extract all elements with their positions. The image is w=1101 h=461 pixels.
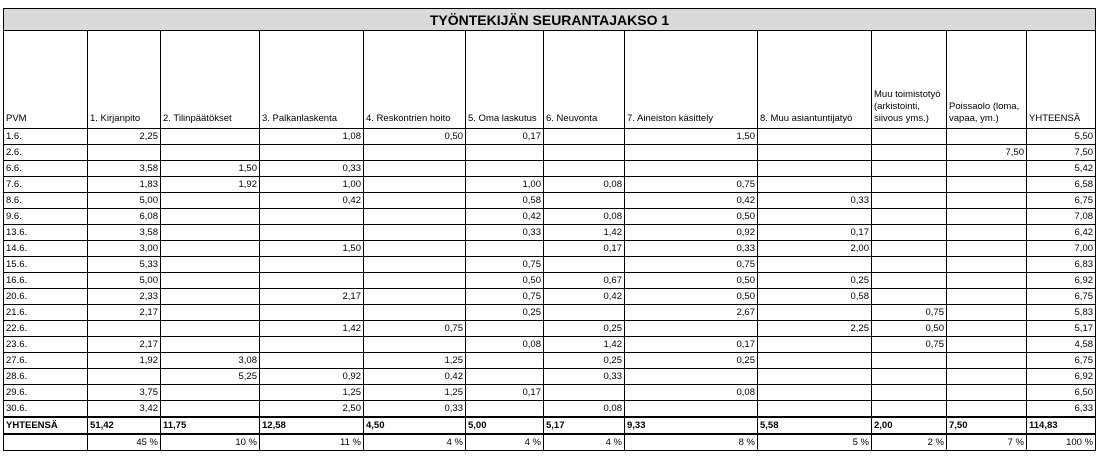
- hours-cell[interactable]: 0,58: [466, 193, 544, 209]
- hours-cell[interactable]: [466, 161, 544, 177]
- tracking-table: [3, 8, 1096, 451]
- hours-cell[interactable]: [758, 161, 872, 177]
- row-total-cell[interactable]: 7,08: [1027, 209, 1096, 225]
- hours-cell[interactable]: 0,42: [625, 193, 758, 209]
- hours-cell[interactable]: [872, 209, 947, 225]
- hours-cell[interactable]: 6,08: [88, 209, 161, 225]
- hours-cell[interactable]: 2,67: [625, 305, 758, 321]
- hours-cell[interactable]: 0,25: [544, 353, 625, 369]
- hours-cell[interactable]: [872, 177, 947, 193]
- hours-cell[interactable]: [872, 241, 947, 257]
- hours-cell[interactable]: 0,33: [260, 161, 364, 177]
- hours-cell[interactable]: [364, 241, 466, 257]
- hours-cell[interactable]: [872, 273, 947, 289]
- hours-cell[interactable]: 1,92: [88, 353, 161, 369]
- row-total-cell[interactable]: 7,50: [1027, 145, 1096, 161]
- hours-cell[interactable]: [88, 145, 161, 161]
- hours-cell[interactable]: [947, 337, 1027, 353]
- hours-cell[interactable]: [161, 289, 260, 305]
- row-total-cell[interactable]: 5,42: [1027, 161, 1096, 177]
- hours-cell[interactable]: [161, 225, 260, 241]
- hours-cell[interactable]: 0,08: [625, 385, 758, 401]
- hours-cell[interactable]: 0,42: [466, 209, 544, 225]
- hours-cell[interactable]: 3,58: [88, 225, 161, 241]
- table-row: [4, 321, 1096, 337]
- hours-cell[interactable]: 1,92: [161, 177, 260, 193]
- hours-cell[interactable]: [161, 305, 260, 321]
- hours-cell[interactable]: [364, 177, 466, 193]
- total-cell[interactable]: 4,50: [364, 417, 466, 434]
- hours-cell[interactable]: 3,42: [88, 401, 161, 418]
- hours-cell[interactable]: [161, 209, 260, 225]
- hours-cell[interactable]: [758, 177, 872, 193]
- hours-cell[interactable]: [161, 401, 260, 418]
- hours-cell[interactable]: 0,33: [544, 369, 625, 385]
- hours-cell[interactable]: 0,17: [466, 129, 544, 145]
- percentage-cell[interactable]: 11 %: [260, 434, 364, 451]
- hours-cell[interactable]: [947, 305, 1027, 321]
- hours-cell[interactable]: 0,42: [544, 289, 625, 305]
- percentage-cell[interactable]: 5 %: [758, 434, 872, 451]
- header-date[interactable]: PVM: [4, 31, 88, 129]
- hours-cell[interactable]: 0,08: [544, 209, 625, 225]
- hours-cell[interactable]: 0,50: [466, 273, 544, 289]
- date-cell[interactable]: 28.6.: [4, 369, 88, 385]
- hours-cell[interactable]: 2,17: [88, 305, 161, 321]
- hours-cell[interactable]: 0,08: [466, 337, 544, 353]
- hours-cell[interactable]: 0,33: [758, 193, 872, 209]
- table-row: [4, 129, 1096, 145]
- total-cell[interactable]: 9,33: [625, 417, 758, 434]
- hours-cell[interactable]: 1,00: [466, 177, 544, 193]
- hours-cell[interactable]: [947, 129, 1027, 145]
- hours-cell[interactable]: 3,75: [88, 385, 161, 401]
- hours-cell[interactable]: 0,75: [466, 257, 544, 273]
- hours-cell[interactable]: [872, 257, 947, 273]
- hours-cell[interactable]: [758, 305, 872, 321]
- table-row: [4, 241, 1096, 257]
- hours-cell[interactable]: 0,67: [544, 273, 625, 289]
- hours-cell[interactable]: [872, 225, 947, 241]
- hours-cell[interactable]: [625, 401, 758, 418]
- hours-cell[interactable]: [544, 193, 625, 209]
- hours-cell[interactable]: 3,08: [161, 353, 260, 369]
- row-total-cell[interactable]: 6,83: [1027, 257, 1096, 273]
- hours-cell[interactable]: [947, 209, 1027, 225]
- percentage-cell[interactable]: [4, 434, 88, 451]
- sheet-title: TYÖNTEKIJÄN SEURANTAJAKSO 1: [4, 9, 1096, 31]
- table-row: [4, 273, 1096, 289]
- hours-cell[interactable]: [544, 161, 625, 177]
- hours-cell[interactable]: 0,75: [364, 321, 466, 337]
- hours-cell[interactable]: 5,00: [88, 273, 161, 289]
- percentage-cell[interactable]: 4 %: [364, 434, 466, 451]
- row-total-cell[interactable]: 5,83: [1027, 305, 1096, 321]
- date-cell[interactable]: 22.6.: [4, 321, 88, 337]
- date-cell[interactable]: 27.6.: [4, 353, 88, 369]
- date-cell[interactable]: 16.6.: [4, 273, 88, 289]
- header-advisory[interactable]: 6. Neuvonta: [544, 31, 625, 129]
- hours-cell[interactable]: [544, 385, 625, 401]
- date-cell[interactable]: 1.6.: [4, 129, 88, 145]
- table-row: [4, 401, 1096, 418]
- header-financial-statements[interactable]: 2. Tilinpäätökset: [161, 31, 260, 129]
- hours-cell[interactable]: [466, 241, 544, 257]
- row-total-cell[interactable]: 5,50: [1027, 129, 1096, 145]
- hours-cell[interactable]: [758, 129, 872, 145]
- hours-cell[interactable]: [758, 353, 872, 369]
- hours-cell[interactable]: 1,08: [260, 129, 364, 145]
- hours-cell[interactable]: 0,75: [625, 257, 758, 273]
- row-total-cell[interactable]: 6,92: [1027, 273, 1096, 289]
- hours-cell[interactable]: 0,25: [758, 273, 872, 289]
- total-cell[interactable]: 5,58: [758, 417, 872, 434]
- date-cell[interactable]: 20.6.: [4, 289, 88, 305]
- date-cell[interactable]: 29.6.: [4, 385, 88, 401]
- hours-cell[interactable]: [758, 401, 872, 418]
- hours-cell[interactable]: 0,75: [872, 305, 947, 321]
- hours-cell[interactable]: 2,25: [758, 321, 872, 337]
- hours-cell[interactable]: 1,00: [260, 177, 364, 193]
- hours-cell[interactable]: [872, 193, 947, 209]
- header-material-handling[interactable]: 7. Aineiston käsittely: [625, 31, 758, 129]
- hours-cell[interactable]: 1,50: [260, 241, 364, 257]
- header-ledgers[interactable]: 4. Reskontrien hoito: [364, 31, 466, 129]
- hours-cell[interactable]: [947, 401, 1027, 418]
- hours-cell[interactable]: [947, 289, 1027, 305]
- date-cell[interactable]: 15.6.: [4, 257, 88, 273]
- hours-cell[interactable]: [364, 257, 466, 273]
- hours-cell[interactable]: 2,50: [260, 401, 364, 418]
- hours-cell[interactable]: [466, 401, 544, 418]
- row-total-cell[interactable]: 7,00: [1027, 241, 1096, 257]
- hours-cell[interactable]: [364, 193, 466, 209]
- hours-cell[interactable]: 1,25: [260, 385, 364, 401]
- hours-cell[interactable]: [544, 257, 625, 273]
- hours-cell[interactable]: [947, 257, 1027, 273]
- hours-cell[interactable]: [872, 145, 947, 161]
- hours-cell[interactable]: 0,42: [260, 193, 364, 209]
- total-cell[interactable]: 114,83: [1027, 417, 1096, 434]
- hours-cell[interactable]: [466, 145, 544, 161]
- hours-cell[interactable]: 0,50: [625, 289, 758, 305]
- row-total-cell[interactable]: 6,92: [1027, 369, 1096, 385]
- date-cell[interactable]: 14.6.: [4, 241, 88, 257]
- hours-cell[interactable]: 2,17: [260, 289, 364, 305]
- row-total-cell[interactable]: 6,50: [1027, 385, 1096, 401]
- hours-cell[interactable]: [947, 321, 1027, 337]
- hours-cell[interactable]: [872, 161, 947, 177]
- header-bookkeeping[interactable]: 1. Kirjanpito: [88, 31, 161, 129]
- percentage-cell[interactable]: 8 %: [625, 434, 758, 451]
- hours-cell[interactable]: [625, 321, 758, 337]
- hours-cell[interactable]: [872, 129, 947, 145]
- hours-cell[interactable]: 1,83: [88, 177, 161, 193]
- hours-cell[interactable]: [758, 369, 872, 385]
- hours-cell[interactable]: [872, 369, 947, 385]
- hours-cell[interactable]: 0,17: [625, 337, 758, 353]
- hours-cell[interactable]: [161, 321, 260, 337]
- table-row: [4, 385, 1096, 401]
- spreadsheet: [3, 8, 1095, 451]
- row-total-cell[interactable]: 6,42: [1027, 225, 1096, 241]
- hours-cell[interactable]: 0,17: [466, 385, 544, 401]
- hours-cell[interactable]: 7,50: [947, 145, 1027, 161]
- hours-cell[interactable]: 2,00: [758, 241, 872, 257]
- hours-cell[interactable]: 0,08: [544, 401, 625, 418]
- header-other-office-work[interactable]: Muu toimistotyö (arkistointi, siivous yms.): [872, 31, 947, 129]
- hours-cell[interactable]: [466, 369, 544, 385]
- hours-cell[interactable]: [625, 161, 758, 177]
- hours-cell[interactable]: [872, 385, 947, 401]
- header-absence[interactable]: Poissaolo (loma, vapaa, ym.): [947, 31, 1027, 129]
- hours-cell[interactable]: [364, 305, 466, 321]
- hours-cell[interactable]: 1,42: [260, 321, 364, 337]
- table-row: [4, 145, 1096, 161]
- date-cell[interactable]: 8.6.: [4, 193, 88, 209]
- row-total-cell[interactable]: 5,17: [1027, 321, 1096, 337]
- total-cell[interactable]: 11,75: [161, 417, 260, 434]
- total-cell[interactable]: 5,17: [544, 417, 625, 434]
- hours-cell[interactable]: 0,33: [364, 401, 466, 418]
- percentage-row: [4, 434, 1096, 451]
- hours-cell[interactable]: 0,25: [544, 321, 625, 337]
- hours-cell[interactable]: [88, 369, 161, 385]
- total-cell[interactable]: 2,00: [872, 417, 947, 434]
- hours-cell[interactable]: [466, 353, 544, 369]
- hours-cell[interactable]: [364, 145, 466, 161]
- table-row: [4, 177, 1096, 193]
- hours-cell[interactable]: [947, 241, 1027, 257]
- hours-cell[interactable]: 1,25: [364, 385, 466, 401]
- total-cell[interactable]: 51,42: [88, 417, 161, 434]
- hours-cell[interactable]: [758, 337, 872, 353]
- hours-cell[interactable]: [161, 129, 260, 145]
- hours-cell[interactable]: [161, 193, 260, 209]
- hours-cell[interactable]: [625, 145, 758, 161]
- hours-cell[interactable]: [872, 289, 947, 305]
- hours-cell[interactable]: 0,33: [466, 225, 544, 241]
- header-other-expert-work[interactable]: 8. Muu asiantuntijatyö: [758, 31, 872, 129]
- hours-cell[interactable]: [544, 129, 625, 145]
- hours-cell[interactable]: 1,25: [364, 353, 466, 369]
- hours-cell[interactable]: [947, 353, 1027, 369]
- percentage-cell[interactable]: 2 %: [872, 434, 947, 451]
- hours-cell[interactable]: 5,25: [161, 369, 260, 385]
- hours-cell[interactable]: [161, 385, 260, 401]
- table-row: [4, 353, 1096, 369]
- hours-cell[interactable]: [466, 321, 544, 337]
- table-row: [4, 209, 1096, 225]
- hours-cell[interactable]: [947, 273, 1027, 289]
- hours-cell[interactable]: 0,92: [260, 369, 364, 385]
- hours-cell[interactable]: 0,50: [872, 321, 947, 337]
- hours-cell[interactable]: 2,17: [88, 337, 161, 353]
- hours-cell[interactable]: 0,42: [364, 369, 466, 385]
- percentage-cell[interactable]: 4 %: [544, 434, 625, 451]
- hours-cell[interactable]: [364, 225, 466, 241]
- hours-cell[interactable]: [625, 369, 758, 385]
- hours-cell[interactable]: 2,33: [88, 289, 161, 305]
- total-cell[interactable]: 12,58: [260, 417, 364, 434]
- row-total-cell[interactable]: 6,58: [1027, 177, 1096, 193]
- table-row: [4, 193, 1096, 209]
- table-row: [4, 289, 1096, 305]
- hours-cell[interactable]: [758, 145, 872, 161]
- hours-cell[interactable]: 0,33: [625, 241, 758, 257]
- table-row: [4, 161, 1096, 177]
- hours-cell[interactable]: 0,17: [758, 225, 872, 241]
- hours-cell[interactable]: 0,75: [625, 177, 758, 193]
- hours-cell[interactable]: [758, 257, 872, 273]
- hours-cell[interactable]: [260, 273, 364, 289]
- percentage-cell[interactable]: 10 %: [161, 434, 260, 451]
- date-cell[interactable]: 7.6.: [4, 177, 88, 193]
- hours-cell[interactable]: [364, 289, 466, 305]
- hours-cell[interactable]: 1,50: [161, 161, 260, 177]
- hours-cell[interactable]: [947, 385, 1027, 401]
- hours-cell[interactable]: [161, 337, 260, 353]
- row-total-cell[interactable]: 6,33: [1027, 401, 1096, 418]
- header-own-invoicing[interactable]: 5. Oma laskutus: [466, 31, 544, 129]
- hours-cell[interactable]: 0,25: [625, 353, 758, 369]
- date-cell[interactable]: 9.6.: [4, 209, 88, 225]
- row-total-cell[interactable]: 6,75: [1027, 289, 1096, 305]
- hours-cell[interactable]: 0,50: [625, 273, 758, 289]
- hours-cell[interactable]: [161, 257, 260, 273]
- hours-cell[interactable]: [947, 193, 1027, 209]
- hours-cell[interactable]: [260, 145, 364, 161]
- hours-cell[interactable]: [88, 321, 161, 337]
- hours-cell[interactable]: [947, 177, 1027, 193]
- hours-cell[interactable]: 0,58: [758, 289, 872, 305]
- header-payroll[interactable]: 3. Palkanlaskenta: [260, 31, 364, 129]
- hours-cell[interactable]: [364, 209, 466, 225]
- date-cell[interactable]: 6.6.: [4, 161, 88, 177]
- percentage-cell[interactable]: 45 %: [88, 434, 161, 451]
- hours-cell[interactable]: [260, 337, 364, 353]
- hours-cell[interactable]: 5,00: [88, 193, 161, 209]
- hours-cell[interactable]: [364, 161, 466, 177]
- hours-cell[interactable]: 1,50: [625, 129, 758, 145]
- hours-cell[interactable]: [161, 241, 260, 257]
- hours-cell[interactable]: 0,08: [544, 177, 625, 193]
- hours-cell[interactable]: [260, 257, 364, 273]
- totals-row: [4, 417, 1096, 434]
- hours-cell[interactable]: [161, 273, 260, 289]
- total-cell[interactable]: 5,00: [466, 417, 544, 434]
- hours-cell[interactable]: [161, 145, 260, 161]
- hours-cell[interactable]: [260, 305, 364, 321]
- hours-cell[interactable]: [544, 145, 625, 161]
- hours-cell[interactable]: 1,42: [544, 337, 625, 353]
- header-total[interactable]: YHTEENSÄ: [1027, 31, 1096, 129]
- date-cell[interactable]: 2.6.: [4, 145, 88, 161]
- hours-cell[interactable]: 0,75: [872, 337, 947, 353]
- hours-cell[interactable]: [260, 353, 364, 369]
- header-row: [4, 31, 1096, 129]
- hours-cell[interactable]: [872, 353, 947, 369]
- hours-cell[interactable]: [947, 225, 1027, 241]
- hours-cell[interactable]: [947, 161, 1027, 177]
- hours-cell[interactable]: 0,50: [625, 209, 758, 225]
- hours-cell[interactable]: [364, 337, 466, 353]
- table-row: [4, 369, 1096, 385]
- percentage-cell[interactable]: 7 %: [947, 434, 1027, 451]
- table-row: [4, 257, 1096, 273]
- row-total-cell[interactable]: 6,75: [1027, 353, 1096, 369]
- title-row: [4, 9, 1096, 31]
- hours-cell[interactable]: 0,92: [625, 225, 758, 241]
- hours-cell[interactable]: [947, 369, 1027, 385]
- total-cell[interactable]: 7,50: [947, 417, 1027, 434]
- hours-cell[interactable]: [364, 273, 466, 289]
- hours-cell[interactable]: [544, 305, 625, 321]
- hours-cell[interactable]: 0,17: [544, 241, 625, 257]
- hours-cell[interactable]: 1,42: [544, 225, 625, 241]
- hours-cell[interactable]: 0,50: [364, 129, 466, 145]
- date-cell[interactable]: 30.6.: [4, 401, 88, 418]
- hours-cell[interactable]: [260, 225, 364, 241]
- hours-cell[interactable]: 0,25: [466, 305, 544, 321]
- hours-cell[interactable]: 2,25: [88, 129, 161, 145]
- percentage-cell[interactable]: 100 %: [1027, 434, 1096, 451]
- hours-cell[interactable]: 3,00: [88, 241, 161, 257]
- hours-cell[interactable]: 5,33: [88, 257, 161, 273]
- date-cell[interactable]: 21.6.: [4, 305, 88, 321]
- hours-cell[interactable]: [260, 209, 364, 225]
- date-cell[interactable]: 23.6.: [4, 337, 88, 353]
- totals-label[interactable]: YHTEENSÄ: [4, 417, 88, 434]
- percentage-cell[interactable]: 4 %: [466, 434, 544, 451]
- hours-cell[interactable]: [872, 401, 947, 418]
- table-row: [4, 337, 1096, 353]
- hours-cell[interactable]: 3,58: [88, 161, 161, 177]
- row-total-cell[interactable]: 4,58: [1027, 337, 1096, 353]
- table-row: [4, 225, 1096, 241]
- hours-cell[interactable]: [758, 385, 872, 401]
- hours-cell[interactable]: [758, 209, 872, 225]
- row-total-cell[interactable]: 6,75: [1027, 193, 1096, 209]
- date-cell[interactable]: 13.6.: [4, 225, 88, 241]
- hours-cell[interactable]: 0,75: [466, 289, 544, 305]
- table-row: [4, 305, 1096, 321]
